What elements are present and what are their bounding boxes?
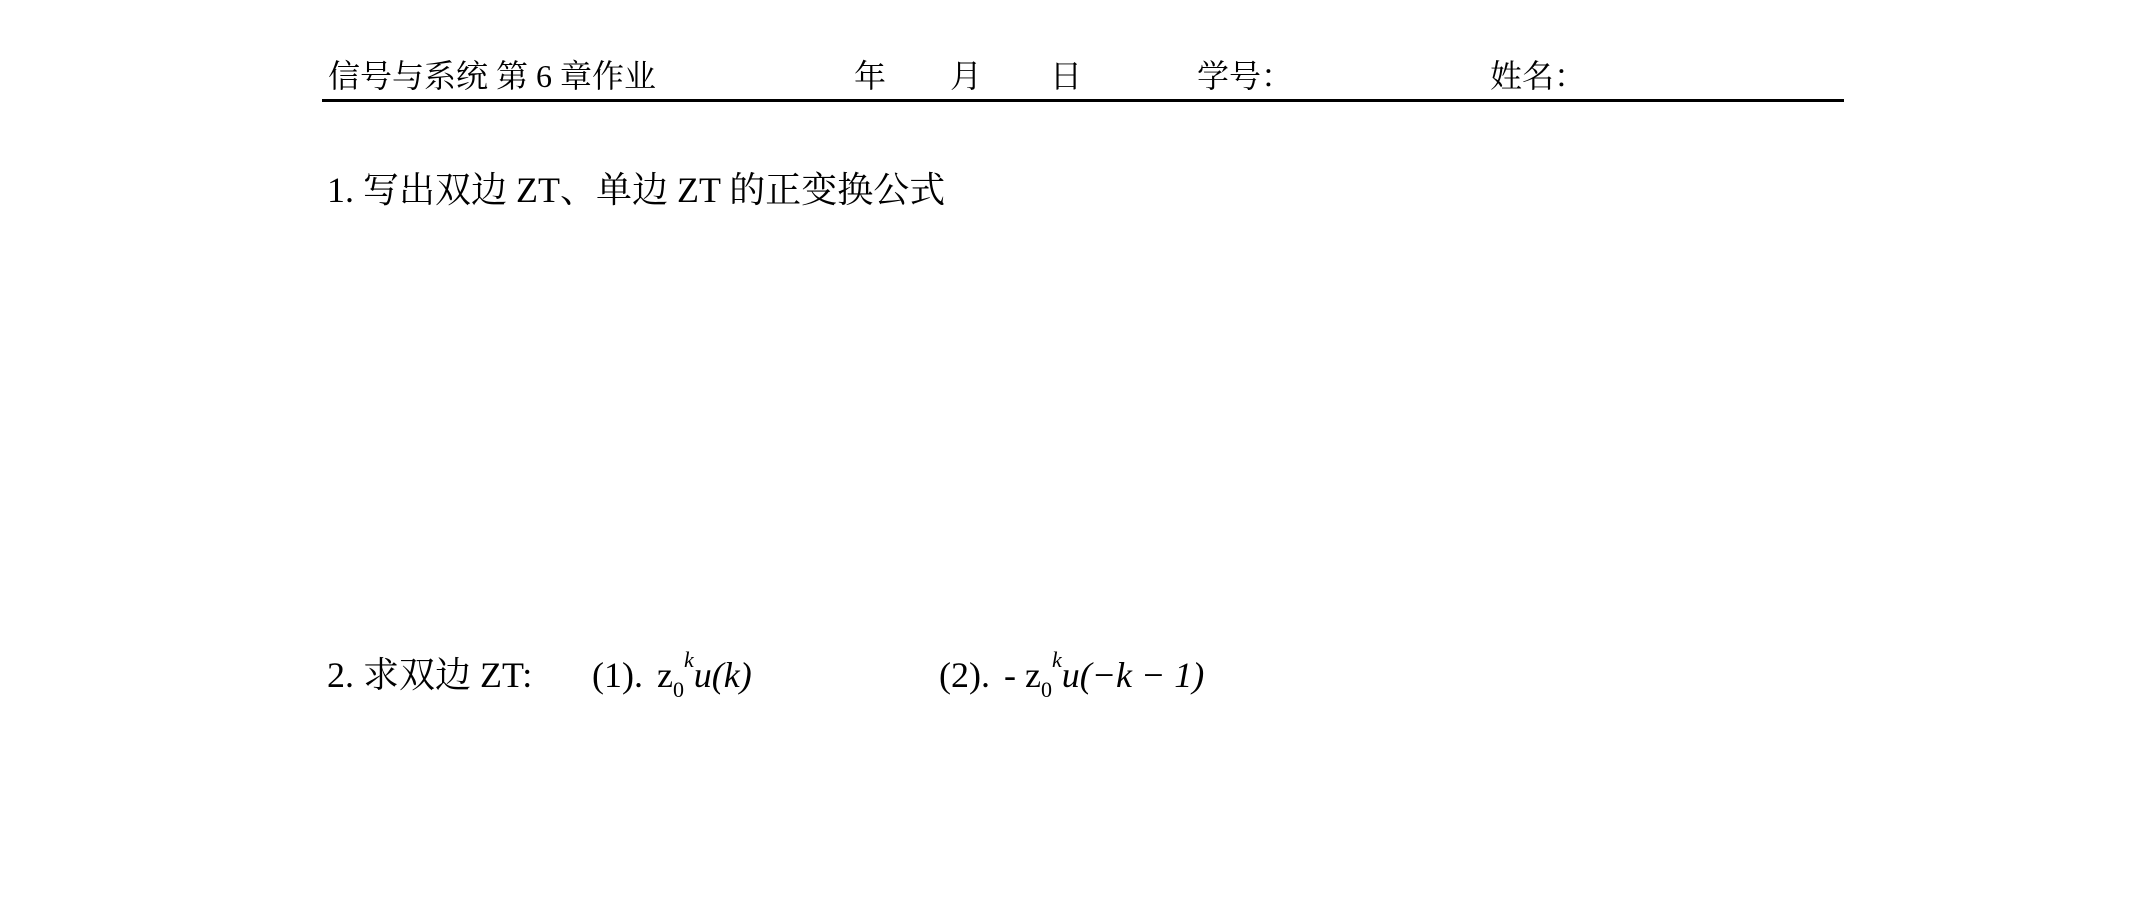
page-header [322, 52, 1842, 100]
course-chapter-title: 信号与系统 第 6 章作业 [328, 58, 657, 94]
header-divider [322, 99, 1844, 102]
question-2-prompt: 2. 求双边 ZT: [327, 655, 533, 695]
part-1-expression: u(k) [693, 655, 752, 695]
part-2-subscript: 0 [1040, 677, 1052, 702]
part-1-base: z [656, 655, 673, 695]
student-name-label: 姓名： [1490, 58, 1587, 94]
part-2-superscript: k [1051, 647, 1062, 672]
year-label: 年 [854, 58, 887, 94]
student-id-label: 学号： [1197, 58, 1294, 94]
part-2-prefix: - [1003, 655, 1025, 695]
part-2-label: (2). [939, 655, 990, 695]
part-1-label: (1). [592, 655, 643, 695]
question-2-part-2 [939, 647, 1205, 702]
part-2-base: z [1024, 655, 1041, 695]
question-1: 1. 写出双边 ZT、单边 ZT 的正变换公式 [327, 170, 946, 210]
part-2-expression: u(−k − 1) [1061, 655, 1205, 695]
question-2-part-1 [592, 647, 752, 702]
month-label: 月 [950, 58, 983, 94]
part-1-superscript: k [683, 647, 694, 672]
day-label: 日 [1050, 58, 1083, 94]
part-1-subscript: 0 [672, 677, 684, 702]
